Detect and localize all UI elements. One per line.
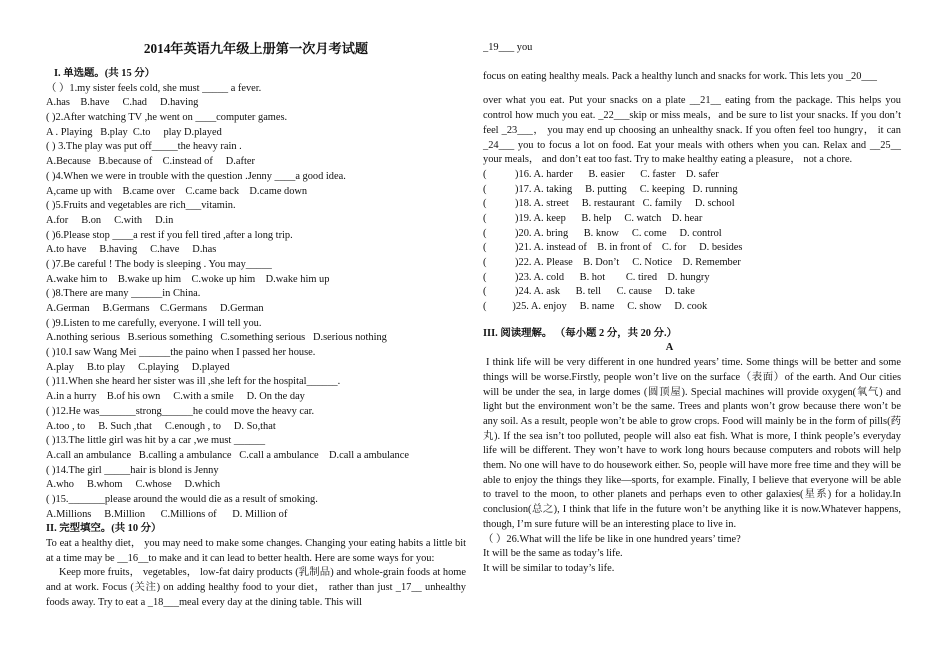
question-line: A . Playing B.play C.to play D.played xyxy=(46,126,222,138)
question-line: ( ) 3.The play was put off_____the heavy rain . xyxy=(46,141,242,153)
q26-option-b: It will be similar to today’s life. xyxy=(483,562,615,574)
question-line: A.for B.on C.with D.in xyxy=(46,214,174,226)
cloze-option-line: ( )21. A. instead of B. in front of C. for D. besides xyxy=(483,242,743,254)
cloze-option-line: ( )24. A. ask B. tell C. cause D. take xyxy=(483,286,695,298)
question-line: A.wake him to B.wake up him C.woke up him D.wake him up xyxy=(46,273,330,285)
question-line: A.has B.have C.had D.having xyxy=(46,97,199,109)
question-line: ( )4.When we were in trouble with the question .Jenny ____a good idea. xyxy=(46,170,346,182)
question-line: ( )8.There are many ______in China. xyxy=(46,288,201,300)
cloze-option-line: ( )19. A. keep B. help C. watch D. hear xyxy=(483,212,703,224)
question-line: A.German B.Germans C.Germans D.German xyxy=(46,303,264,314)
q26-option-a: It will be the same as today’s life. xyxy=(483,548,623,560)
question-line: A,came up with B.came over C.came back D.came down xyxy=(46,185,308,197)
question-line: （ ）1.my sister feels cold, she must _____ a fever. xyxy=(46,82,262,94)
cloze-para3: focus on eating healthy meals. Pack a healthy lunch and snacks for work. This lets you _20___ xyxy=(483,70,877,82)
question-line: A.nothing serious B.serious something C.something serious D.serious nothing xyxy=(46,332,387,344)
cloze-options xyxy=(483,168,901,315)
passage-label: A xyxy=(665,342,674,354)
question-26: （ ）26.What will the life be like in one hundred years’ time? xyxy=(483,533,741,545)
cloze-option-line: ( )16. A. harder B. easier C. faster D. safer xyxy=(483,168,719,180)
question-line: A.Millions B.Million C.Millions of D. Million of xyxy=(46,508,288,520)
question-line: ( )5.Fruits and vegetables are rich___vitamin. xyxy=(46,200,236,212)
question-line: ( )10.I saw Wang Mei ______the paino when I passed her house. xyxy=(46,347,316,359)
cloze-para2: Keep more fruits， vegetables， low-fat dairy products (乳制品) and whole-grain foods at home and at work. Focus (关注) on adding healthy food to your diet， rather than just _17__ unhealthy foods away. Try to eat a _18___meal every day at the dining table. This will xyxy=(46,567,466,608)
question-line: A.to have B.having C.have D.has xyxy=(46,244,217,256)
question-line: A.too , to B. Such ,that C.enough , to D. So,that xyxy=(46,420,276,432)
question-line: ( )13.The little girl was hit by a car ,we must ______ xyxy=(46,435,266,447)
question-line: ( )2.After watching TV ,he went on ____computer games. xyxy=(46,112,288,124)
reading-passage: I think life will be very different in one hundred years’ time. Some things will be better and some things will be worse.Firstly, people won’t live on the surface（表面）of the earth. And Our cities will be under the sea, in large domes (圆顶屋). Special machines will provide oxygen(氧气) and light but the environment won’t be the same. Trees and plants won’t grow because there won’t be any soil. As a result, people won’t be able to grow crops. Food will mainly be in the form of pills(药丸). If the sea isn’t too polluted, people will also eat fish. What is more, I think people’s everyday life will be different. They won’t have to work long hours because computers and robots will help them. No one will have to do housework either. So, people will have more free time and they will be able to enjoy the things they like—sports, for example. Finally, I believe that everyone will be able to travel to the moon, to other planets and perhaps even to other galaxies(星系) for a holiday.In conclusion(总之), I think that life in the future won’t be anything like it is now.Whatever happens, though, I’m sure future will be an interesting place to live in. xyxy=(483,357,901,530)
section3-heading: III. 阅读理解。 （每小题 2 分，共 20 分.） xyxy=(483,327,677,339)
question-line: A.call an ambulance B.calling a ambulance C.call a ambulance D.call a ambulance xyxy=(46,449,409,461)
question-line: A.who B.whom C.whose D.which xyxy=(46,479,221,491)
section2-heading: II. 完型填空。(共 10 分） xyxy=(46,523,162,535)
cloze-option-line: ( )23. A. cold B. hot C. tired D. hungry xyxy=(483,271,710,283)
question-line: ( )12.He was_______strong______he could move the heavy car. xyxy=(46,405,315,417)
question-line: ( )9.Listen to me carefully, everyone. I will tell you. xyxy=(46,317,262,329)
left-column xyxy=(46,0,466,611)
section1-heading: I. 单选题。(共 15 分） xyxy=(54,68,156,79)
cloze-para4: over what you eat. Put your snacks on a plate __21__ eating from the package. This helps you control how much you eat. _22___skip or miss meals，and be sure to list your snacks. If you don’t feel _23___， you may end up choosing an unhealthy snack. If you often feel too hungry， it can _24___ you to focus a lot on food. Eat your meals with others when you can. Relax and __25__ your meals， and don’t eat too fast. Try to make healthy eating a pleasure， not a chore. xyxy=(483,95,901,166)
question-line: A.play B.to play C.playing D.played xyxy=(46,361,230,373)
cloze-option-line: ( )17. A. taking B. putting C. keeping D. running xyxy=(483,183,738,195)
cloze-option-line: ( )18. A. street B. restaurant C. family D. school xyxy=(483,198,735,210)
question-line: A.in a hurry B.of his own C.with a smile D. On the day xyxy=(46,391,305,403)
right-column xyxy=(483,0,901,577)
page-title: 2014年英语九年级上册第一次月考试题 xyxy=(143,41,369,56)
question-line: A.Because B.because of C.instead of D.after xyxy=(46,156,255,168)
question-line: ( )11.When she heard her sister was ill ,she left for the hospital______. xyxy=(46,376,341,388)
section1-questions xyxy=(46,82,466,523)
question-line: ( )6.Please stop ____a rest if you fell tired ,after a long trip. xyxy=(46,229,293,241)
cloze-option-line: ( )22. A. Please B. Don’t C. Notice D. Remember xyxy=(483,257,741,269)
question-line: ( )7.Be careful ! The body is sleeping . You may_____ xyxy=(46,258,272,270)
cloze-continued-top: _19___ you xyxy=(483,42,533,53)
cloze-option-line: ( )20. A. bring B. know C. come D. control xyxy=(483,227,722,239)
cloze-option-line: ( )25. A. enjoy B. name C. show D. cook xyxy=(483,301,708,313)
question-line: ( )14.The girl _____hair is blond is Jenny xyxy=(46,464,219,476)
question-line: ( )15._______please around the would die as a result of smoking. xyxy=(46,493,318,505)
cloze-para1: To eat a healthy diet， you may need to make some changes. Changing your eating habits a little bit at a time may be __16__to make and it can lead to better health. Here are some ways for you: xyxy=(46,538,466,564)
